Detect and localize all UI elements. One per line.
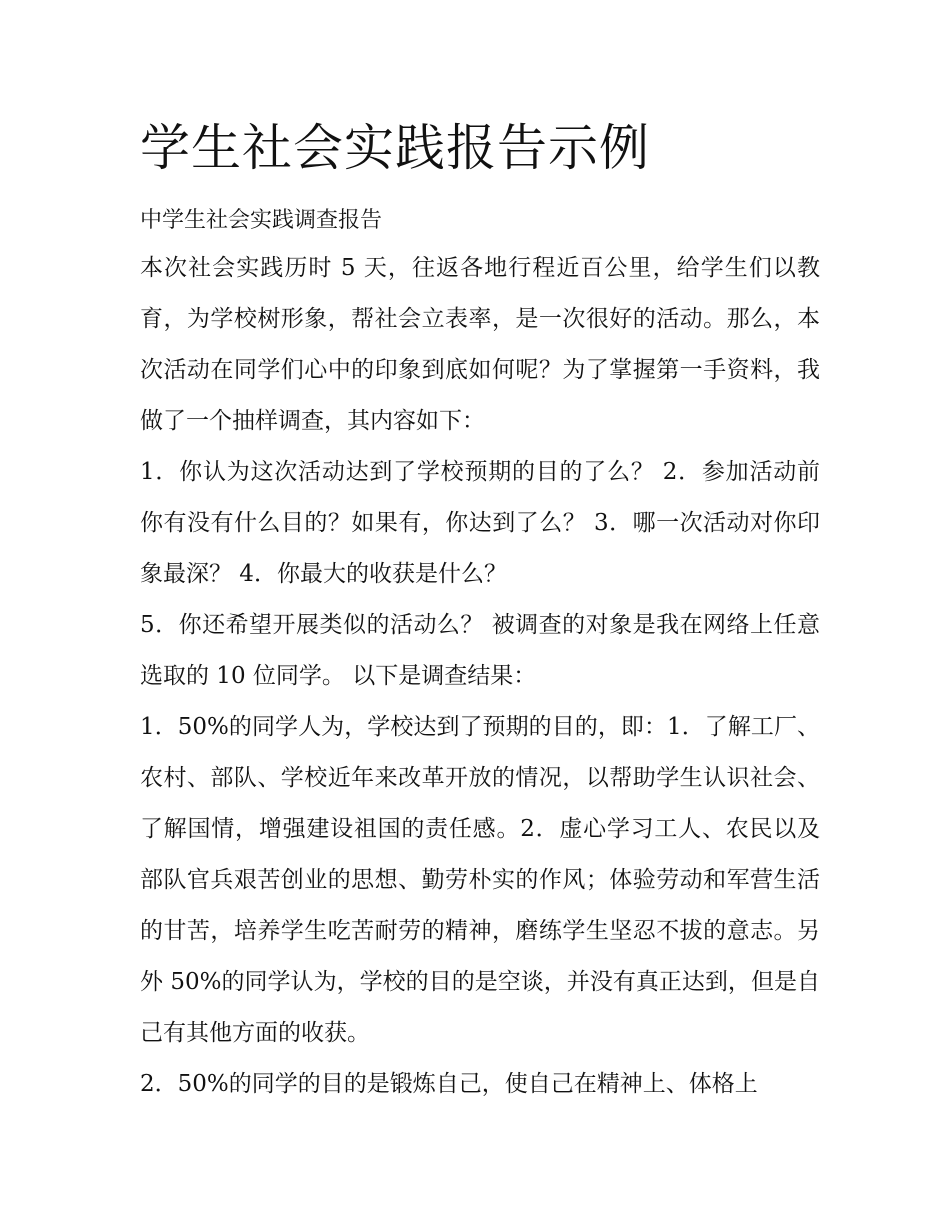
document-subtitle: 中学生社会实践调查报告 [140,208,383,233]
document-title: 学生社会实践报告示例 [140,119,650,177]
paragraph-list [140,243,820,1110]
paragraph-questions-1-4: 1．你认为这次活动达到了学校预期的目的了么？ 2．参加活动前你有没有什么目的？如果有，你达到了么？ 3．哪一次活动对你印象最深？ 4．你最大的收获是什么？ [140,459,820,587]
paragraph-result-1: 1．50%的同学人为，学校达到了预期的目的，即：1．了解工厂、农村、部队、学校近年来改革开放的情况，以帮助学生认识社会、了解国情，增强建设祖国的责任感。2．虚心学习工人、农民以及部队官兵艰苦创业的思想、勤劳朴实的作风；体验劳动和军营生活的甘苦，培养学生吃苦耐劳的精神，磨练学生坚忍不拔的意志。另外 50%的同学认为，学校的目的是空谈，并没有真正达到，但是自己有其他方面的收获。 [140,714,820,1046]
paragraph-result-2: 2．50%的同学的目的是锻炼自己，使自己在精神上、体格上 [140,1071,758,1097]
paragraph-intro: 本次社会实践历时 5 天，往返各地行程近百公里，给学生们以教育，为学校树形象，帮社会立表率，是一次很好的活动。那么，本次活动在同学们心中的印象到底如何呢？为了掌握第一手资料，我做了一个抽样调查，其内容如下： [140,255,820,434]
document-body [140,112,820,1110]
paragraph-question-5: 5．你还希望开展类似的活动么？ 被调查的对象是我在网络上任意选取的 10 位同学。 以下是调查结果： [140,612,820,689]
